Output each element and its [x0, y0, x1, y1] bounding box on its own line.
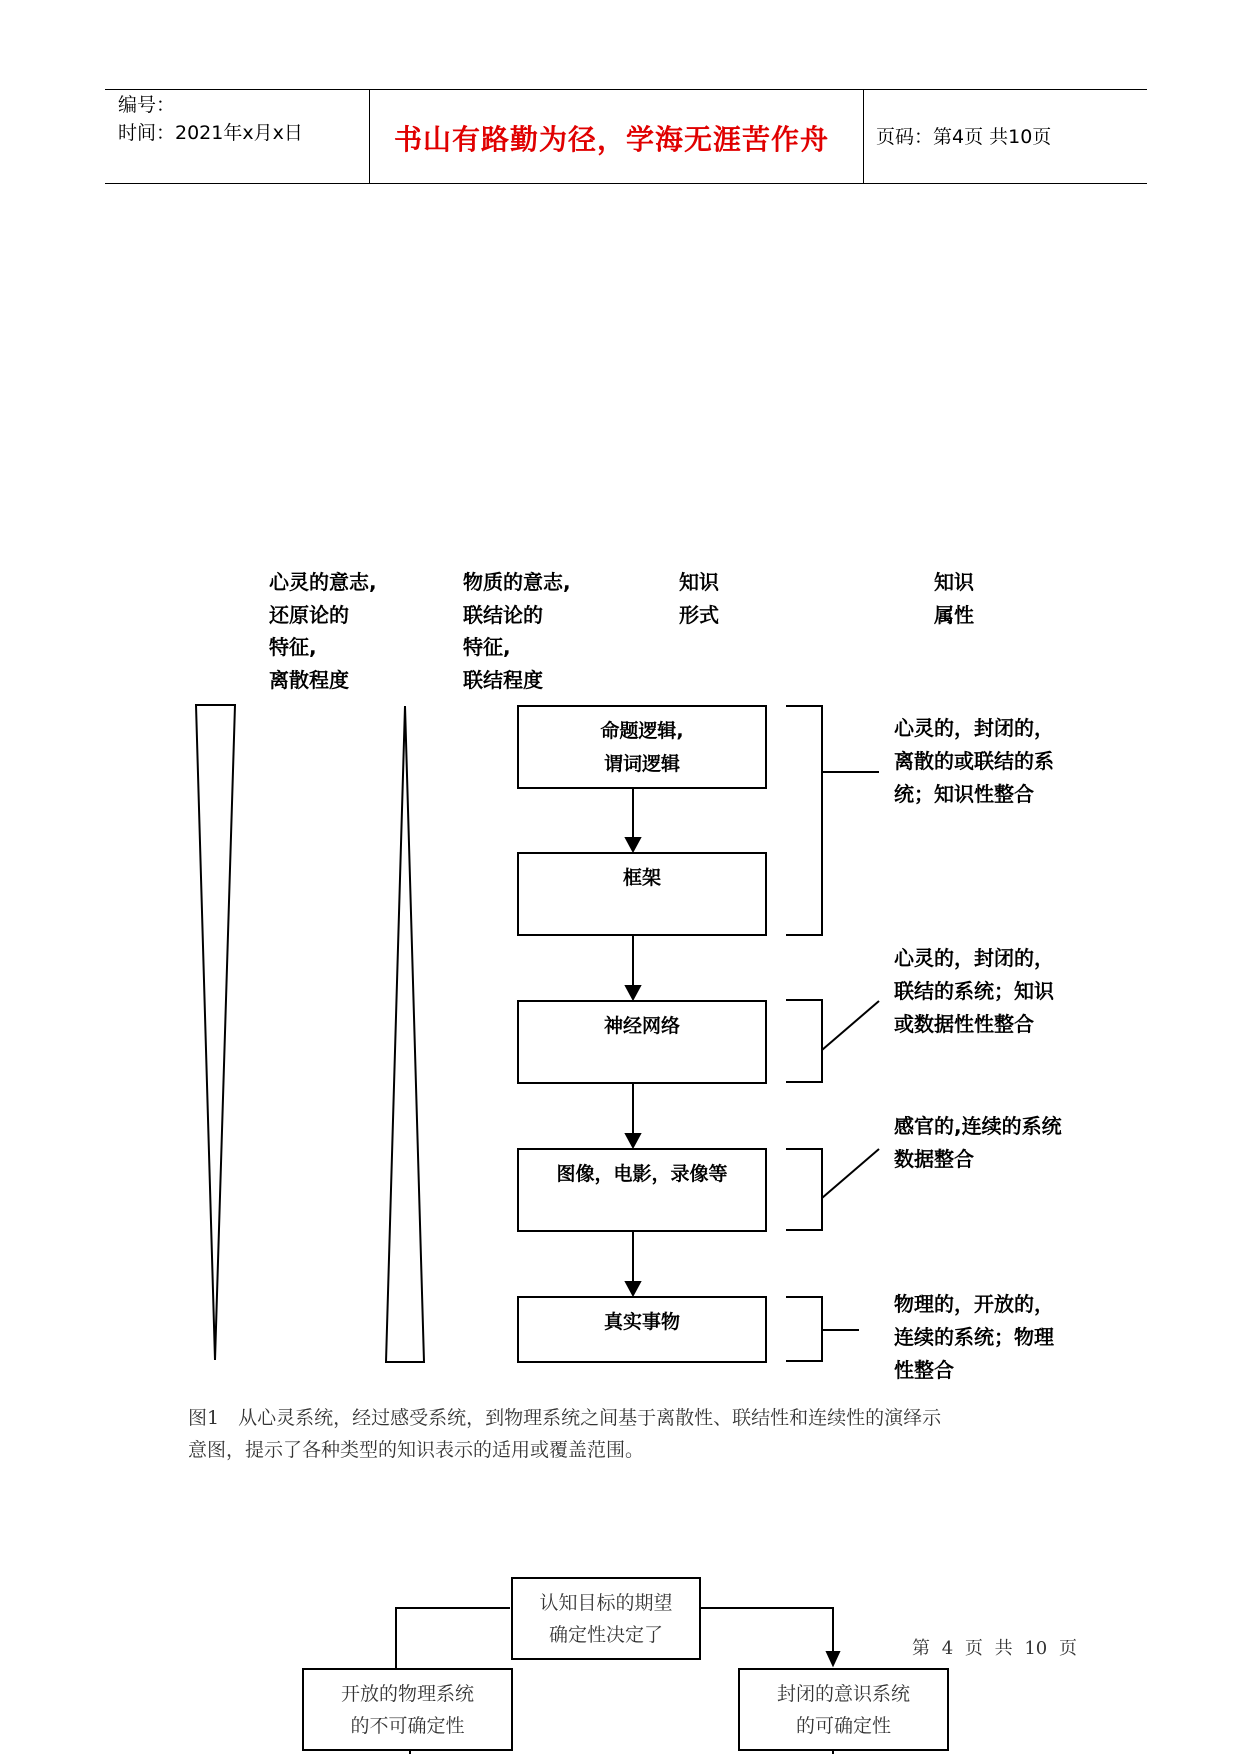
- box-frames: 框架: [517, 852, 767, 936]
- page-number-label: 页码：第4页 共10页: [876, 126, 1052, 148]
- serial-number-label: 编号：: [118, 94, 176, 116]
- box-neural-networks: 神经网络: [517, 1000, 767, 1084]
- header-motto: 书山有路勤为径，学海无涯苦作舟: [394, 123, 830, 156]
- column-header-matter: 物质的意志, 联结论的 特征, 联结程度: [463, 570, 571, 692]
- column-header-mind: 心灵的意志, 还原论的 特征, 离散程度: [269, 570, 377, 692]
- figure-1-caption-line-1: 图1 从心灵系统，经过感受系统，到物理系统之间基于离散性、联结性和连续性的演绎示: [188, 1407, 942, 1429]
- column-header-knowledge-form: 知识 形式: [679, 570, 719, 627]
- box-real-things: 真实事物: [517, 1296, 767, 1363]
- box-closed-conscious-system: 封闭的意识系统 的可确定性: [738, 1668, 949, 1751]
- box-open-physical-system: 开放的物理系统 的不可确定性: [302, 1668, 513, 1751]
- box-propositional-logic: 命题逻辑, 谓词逻辑: [517, 705, 767, 789]
- attribute-brackets: [786, 706, 879, 1361]
- mind-discreteness-wedge: [196, 705, 235, 1360]
- attribute-note-2: 心灵的，封闭的， 联结的系统；知识 或数据性性整合: [894, 946, 1054, 1036]
- time-label: 时间：2021年x月x日: [118, 122, 303, 144]
- footer-page-number: 第 4 页 共 10 页: [912, 1638, 1077, 1659]
- matter-connectedness-wedge: [386, 706, 424, 1362]
- column-header-knowledge-attribute: 知识 属性: [934, 570, 974, 627]
- attribute-note-3: 感官的,连续的系统 数据整合: [894, 1114, 1062, 1171]
- attribute-note-4: 物理的，开放的， 连续的系统；物理 性整合: [894, 1292, 1054, 1382]
- box-cognitive-goal: 认知目标的期望 确定性决定了: [511, 1577, 701, 1660]
- box-images-films: 图像，电影，录像等: [517, 1148, 767, 1232]
- attribute-note-1: 心灵的，封闭的， 离散的或联结的系 统；知识性整合: [894, 716, 1054, 806]
- figure-1-caption-line-2: 意图，提示了各种类型的知识表示的适用或覆盖范围。: [188, 1439, 645, 1461]
